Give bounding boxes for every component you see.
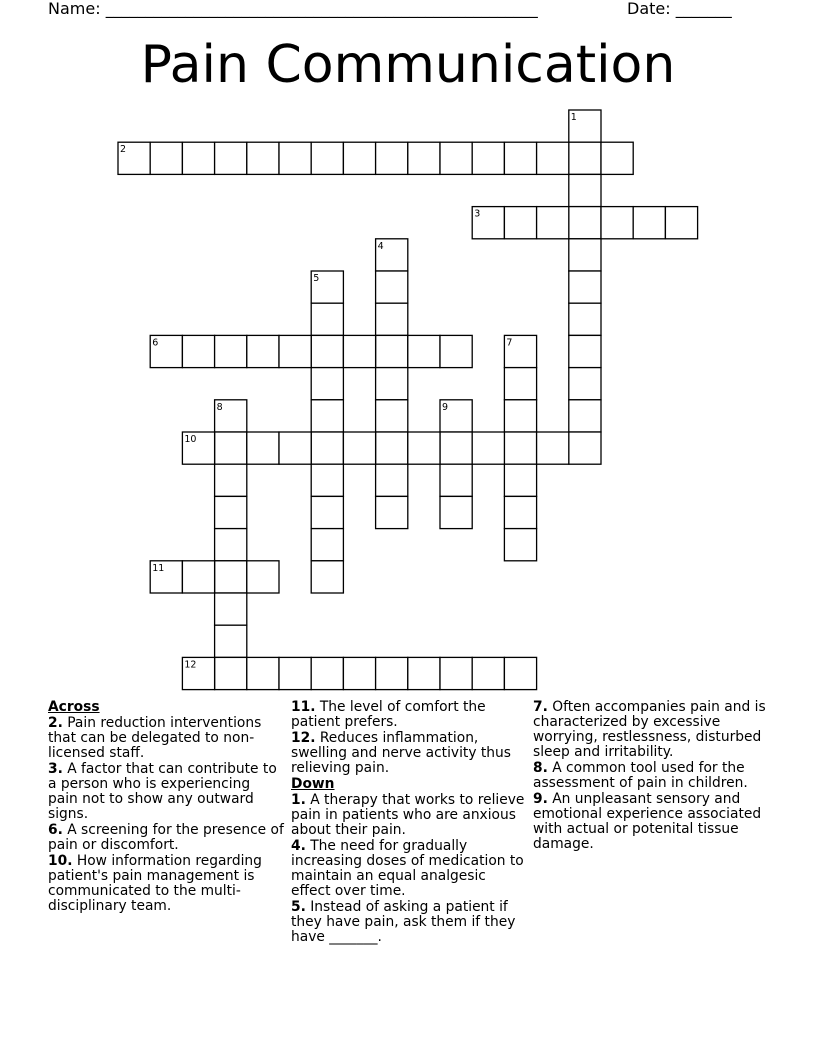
crossword-cell[interactable] — [440, 464, 472, 496]
crossword-cell[interactable] — [215, 561, 247, 593]
crossword-cell[interactable] — [150, 335, 182, 367]
crossword-cell[interactable] — [279, 657, 311, 689]
clue-number-label: 8 — [216, 401, 223, 413]
date-label: Date: — [627, 0, 671, 18]
crossword-cell[interactable] — [440, 496, 472, 528]
crossword-cell[interactable] — [376, 239, 408, 271]
crossword-cell[interactable] — [118, 142, 150, 174]
clue-text: A common tool used for the assessment of pain in children. — [533, 760, 748, 791]
crossword-cell[interactable] — [215, 657, 247, 689]
clue-text: A factor that can contribute to a person who is experiencing pain not to show any outward signs. — [48, 761, 277, 822]
crossword-cell[interactable] — [182, 142, 214, 174]
clue-number: 11. — [291, 699, 316, 715]
clues-column-3 — [533, 700, 769, 853]
crossword-cell[interactable] — [569, 432, 601, 464]
clue-number-label: 4 — [377, 240, 384, 252]
crossword-cell[interactable] — [472, 207, 504, 239]
crossword-cell[interactable] — [665, 207, 697, 239]
crossword-cell[interactable] — [311, 496, 343, 528]
crossword-cell[interactable] — [569, 142, 601, 174]
clue-down-7 — [533, 700, 769, 760]
crossword-cell[interactable] — [311, 271, 343, 303]
crossword-cell[interactable] — [504, 496, 536, 528]
crossword-cell[interactable] — [376, 142, 408, 174]
clue-text: Instead of asking a patient if they have pain, ask them if they have _______. — [291, 899, 516, 945]
crossword-cell[interactable] — [601, 207, 633, 239]
crossword-cell[interactable] — [215, 464, 247, 496]
clue-number-label: 11 — [152, 562, 165, 574]
clue-number-label: 2 — [120, 144, 127, 156]
across-heading: Across — [48, 699, 100, 715]
crossword-cell[interactable] — [343, 335, 375, 367]
crossword-cell[interactable] — [569, 400, 601, 432]
crossword-cell[interactable] — [279, 142, 311, 174]
down-heading: Down — [291, 776, 335, 792]
crossword-cell[interactable] — [504, 400, 536, 432]
clue-across-3 — [48, 762, 284, 822]
clue-number: 5. — [291, 899, 306, 915]
crossword-cell[interactable] — [376, 303, 408, 335]
clue-number: 4. — [291, 838, 306, 854]
crossword-cell[interactable] — [215, 335, 247, 367]
clue-down-1 — [291, 793, 527, 838]
crossword-cell[interactable] — [311, 657, 343, 689]
crossword-cell[interactable] — [504, 529, 536, 561]
page-title: Pain Communication — [140, 35, 676, 95]
clue-number-label: 1 — [570, 112, 577, 123]
crossword-cell[interactable] — [472, 657, 504, 689]
clues-column-2 — [291, 700, 527, 946]
crossword-cell[interactable] — [440, 335, 472, 367]
clue-down-5 — [291, 900, 527, 945]
crossword-cell[interactable] — [569, 174, 601, 206]
clue-text: The level of comfort the patient prefers. — [291, 699, 486, 730]
crossword-cell[interactable] — [215, 529, 247, 561]
crossword-cell[interactable] — [504, 142, 536, 174]
crossword-cell[interactable] — [440, 142, 472, 174]
crossword-cell[interactable] — [569, 368, 601, 400]
crossword-cell[interactable] — [440, 400, 472, 432]
crossword-cell[interactable] — [504, 368, 536, 400]
crossword-cell[interactable] — [440, 432, 472, 464]
clue-text: Reduces inflammation, swelling and nerve activity thus relieving pain. — [291, 730, 511, 776]
crossword-cell[interactable] — [408, 432, 440, 464]
clue-across-11 — [291, 700, 527, 730]
crossword-cell[interactable] — [569, 335, 601, 367]
name-line: ______________________________________________________ — [105, 0, 538, 18]
crossword-cell[interactable] — [569, 110, 601, 142]
clue-down-9 — [533, 792, 769, 852]
clue-number-label: 12 — [184, 659, 197, 671]
crossword-cell[interactable] — [376, 335, 408, 367]
clue-text: Pain reduction interventions that can be delegated to non-licensed staff. — [48, 715, 262, 761]
clue-text: An unpleasant sensory and emotional experience associated with actual or potenital tissue damage. — [533, 791, 762, 852]
clue-across-2 — [48, 716, 284, 761]
clue-text: Often accompanies pain and is characterized by excessive worrying, restlessness, disturbed sleep and irritability. — [533, 699, 766, 760]
crossword-cell[interactable] — [376, 400, 408, 432]
crossword-cell[interactable] — [569, 239, 601, 271]
crossword-cell[interactable] — [182, 335, 214, 367]
crossword-cell[interactable] — [376, 496, 408, 528]
crossword-cell[interactable] — [215, 432, 247, 464]
clue-text: A screening for the presence of pain or discomfort. — [48, 822, 284, 853]
name-label: Name: — [48, 0, 101, 18]
crossword-cell[interactable] — [504, 335, 536, 367]
crossword-cell[interactable] — [215, 142, 247, 174]
crossword-cell[interactable] — [601, 142, 633, 174]
crossword-cell[interactable] — [440, 657, 472, 689]
crossword-cell[interactable] — [311, 529, 343, 561]
clue-number: 6. — [48, 822, 63, 838]
clue-text: The need for gradually increasing doses of medication to maintain an equal analgesic effect over time. — [291, 838, 524, 899]
clue-down-4 — [291, 839, 527, 899]
crossword-cell[interactable] — [182, 432, 214, 464]
crossword-cell[interactable] — [569, 207, 601, 239]
crossword-cell[interactable] — [247, 335, 279, 367]
crossword-cell[interactable] — [504, 657, 536, 689]
crossword-cell[interactable] — [537, 142, 569, 174]
crossword-cell[interactable] — [537, 432, 569, 464]
crossword-cell[interactable] — [408, 142, 440, 174]
crossword-cell[interactable] — [182, 657, 214, 689]
crossword-cell[interactable] — [311, 561, 343, 593]
crossword-cell[interactable] — [311, 335, 343, 367]
crossword-cell[interactable] — [247, 561, 279, 593]
clue-number-label: 7 — [506, 337, 513, 349]
crossword-cell[interactable] — [247, 142, 279, 174]
clue-number-label: 3 — [474, 208, 481, 220]
name-field[interactable] — [48, 0, 538, 18]
clue-number: 7. — [533, 699, 548, 715]
crossword-cell[interactable] — [376, 432, 408, 464]
clue-number-label: 5 — [313, 273, 320, 284]
clue-number-label: 6 — [152, 337, 159, 349]
clue-text: How information regarding patient's pain management is communicated to the multi-disciplinary team. — [48, 853, 262, 914]
crossword-cell[interactable] — [311, 432, 343, 464]
crossword-cell[interactable] — [215, 400, 247, 432]
clues-column-1 — [48, 700, 284, 915]
crossword-cell[interactable] — [343, 657, 375, 689]
crossword-cell[interactable] — [215, 625, 247, 657]
clue-across-6 — [48, 823, 284, 853]
crossword-cell[interactable] — [150, 561, 182, 593]
crossword-cell[interactable] — [311, 464, 343, 496]
clue-number: 3. — [48, 761, 63, 777]
crossword-cell[interactable] — [569, 303, 601, 335]
clue-across-10 — [48, 854, 284, 914]
crossword-cell[interactable] — [279, 432, 311, 464]
crossword-cell[interactable] — [343, 142, 375, 174]
crossword-cell[interactable] — [569, 271, 601, 303]
clue-number: 1. — [291, 792, 306, 808]
crossword-cell[interactable] — [537, 207, 569, 239]
crossword-cell[interactable] — [311, 142, 343, 174]
clue-number: 12. — [291, 730, 316, 746]
crossword-cell[interactable] — [343, 432, 375, 464]
clue-number: 10. — [48, 853, 73, 869]
crossword-cell[interactable] — [279, 335, 311, 367]
crossword-cell[interactable] — [376, 464, 408, 496]
crossword-cell[interactable] — [311, 400, 343, 432]
crossword-cell[interactable] — [633, 207, 665, 239]
crossword-cell[interactable] — [504, 207, 536, 239]
crossword-cell[interactable] — [408, 335, 440, 367]
crossword-cell[interactable] — [247, 657, 279, 689]
date-line: _______ — [675, 0, 732, 18]
clue-text: A therapy that works to relieve pain in patients who are anxious about their pain. — [291, 792, 525, 838]
crossword-cell[interactable] — [504, 464, 536, 496]
crossword-cell[interactable] — [182, 561, 214, 593]
crossword-cell[interactable] — [472, 142, 504, 174]
crossword-cell[interactable] — [472, 432, 504, 464]
crossword-cell[interactable] — [311, 368, 343, 400]
crossword-cell[interactable] — [376, 657, 408, 689]
clue-number-label: 9 — [442, 401, 449, 413]
crossword-cell[interactable] — [311, 303, 343, 335]
crossword-cell[interactable] — [215, 496, 247, 528]
crossword-cell[interactable] — [215, 593, 247, 625]
crossword-cell[interactable] — [376, 271, 408, 303]
clue-across-12 — [291, 731, 527, 776]
clue-down-8 — [533, 761, 769, 791]
crossword-cell[interactable] — [247, 432, 279, 464]
crossword-cell[interactable] — [150, 142, 182, 174]
clue-number: 2. — [48, 715, 63, 731]
crossword-cell[interactable] — [376, 368, 408, 400]
clue-number: 8. — [533, 760, 548, 776]
crossword-cell[interactable] — [504, 432, 536, 464]
clue-number: 9. — [533, 791, 548, 807]
clue-number-label: 10 — [184, 434, 197, 445]
date-field[interactable] — [627, 0, 732, 18]
crossword-cell[interactable] — [408, 657, 440, 689]
